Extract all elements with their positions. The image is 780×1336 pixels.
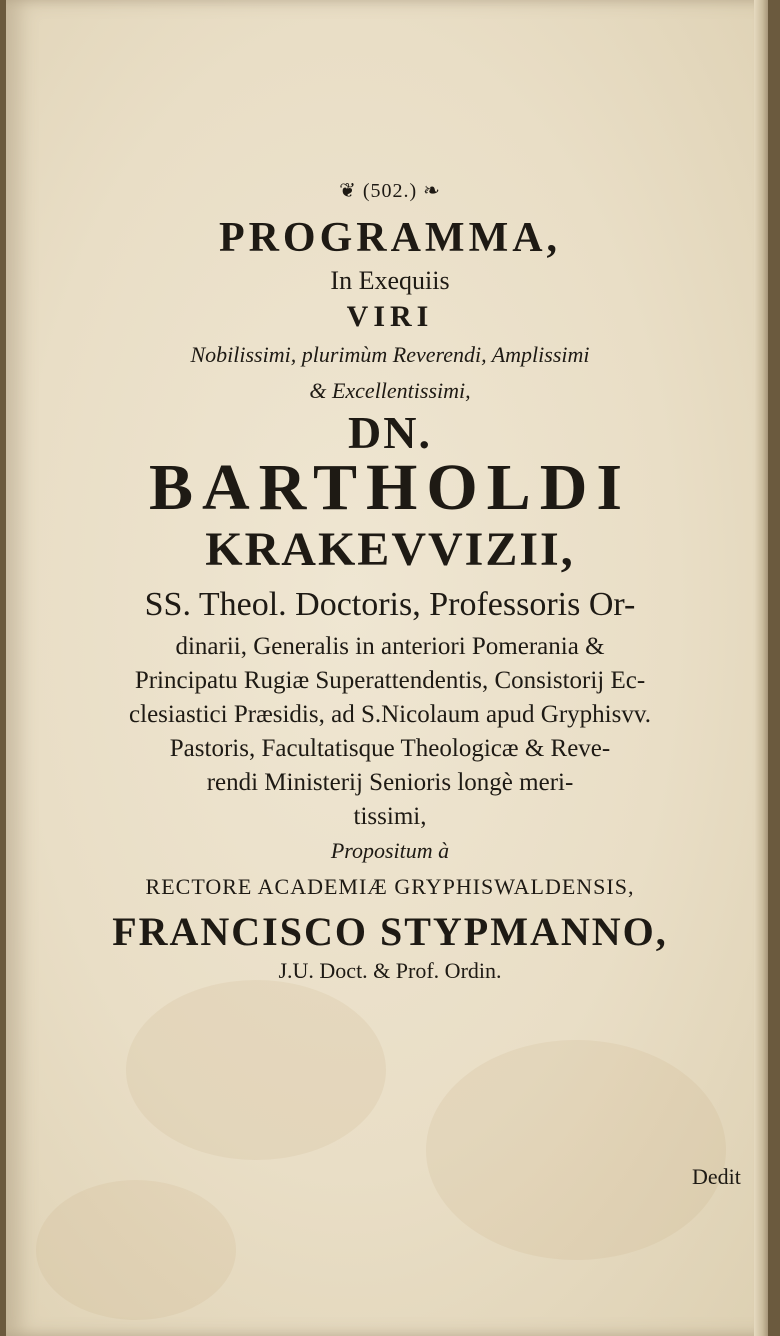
name-last: KRAKEVVIZII,	[205, 523, 575, 576]
ornament-left-icon: ❦	[339, 180, 363, 202]
ornament-right-icon: ❧	[417, 180, 441, 202]
body-line: clesiastici Præsidis, ad S.Nicolaum apud Gryphisvv.	[129, 701, 651, 728]
page-number: (502.)	[362, 180, 418, 202]
body-line: Pastoris, Facultatisque Theologicæ & Reve-	[169, 735, 611, 762]
body-line: dinarii, Generalis in anteriori Pomerania &	[175, 633, 605, 660]
epithets-line-2: & Excellentissimi,	[309, 378, 471, 403]
paper-stain	[36, 1180, 236, 1320]
paper-stain	[126, 980, 386, 1160]
honorific-dn: DN.	[348, 407, 432, 458]
body-line: rendi Ministerij Senioris longè meri-	[206, 769, 574, 796]
body-line: tissimi,	[353, 803, 427, 830]
subtitle-in-exequiis: In Exequiis	[330, 266, 450, 295]
body-line: Principatu Rugiæ Superattendentis, Consistorij Ec-	[134, 667, 646, 694]
rector-title: J.U. Doct. & Prof. Ordin.	[278, 958, 502, 983]
epithets-line-1: Nobilissimi, plurimùm Reverendi, Amplissimi	[190, 342, 590, 367]
propositum-line: Propositum à	[330, 838, 450, 863]
subtitle-viri: VIRI	[346, 300, 434, 333]
page-number-header	[0, 178, 780, 203]
paper-stain	[426, 1040, 726, 1260]
name-first: BARTHOLDI	[148, 451, 632, 524]
document-title: PROGRAMMA,	[218, 215, 562, 261]
rector-name: FRANCISCO STYPMANNO,	[112, 909, 668, 954]
body-line: SS. Theol. Doctoris, Professoris Or-	[144, 586, 636, 623]
catchword: Dedit	[692, 1164, 741, 1189]
rector-line: RECTORE ACADEMIÆ GRYPHISWALDENSIS,	[145, 874, 635, 899]
